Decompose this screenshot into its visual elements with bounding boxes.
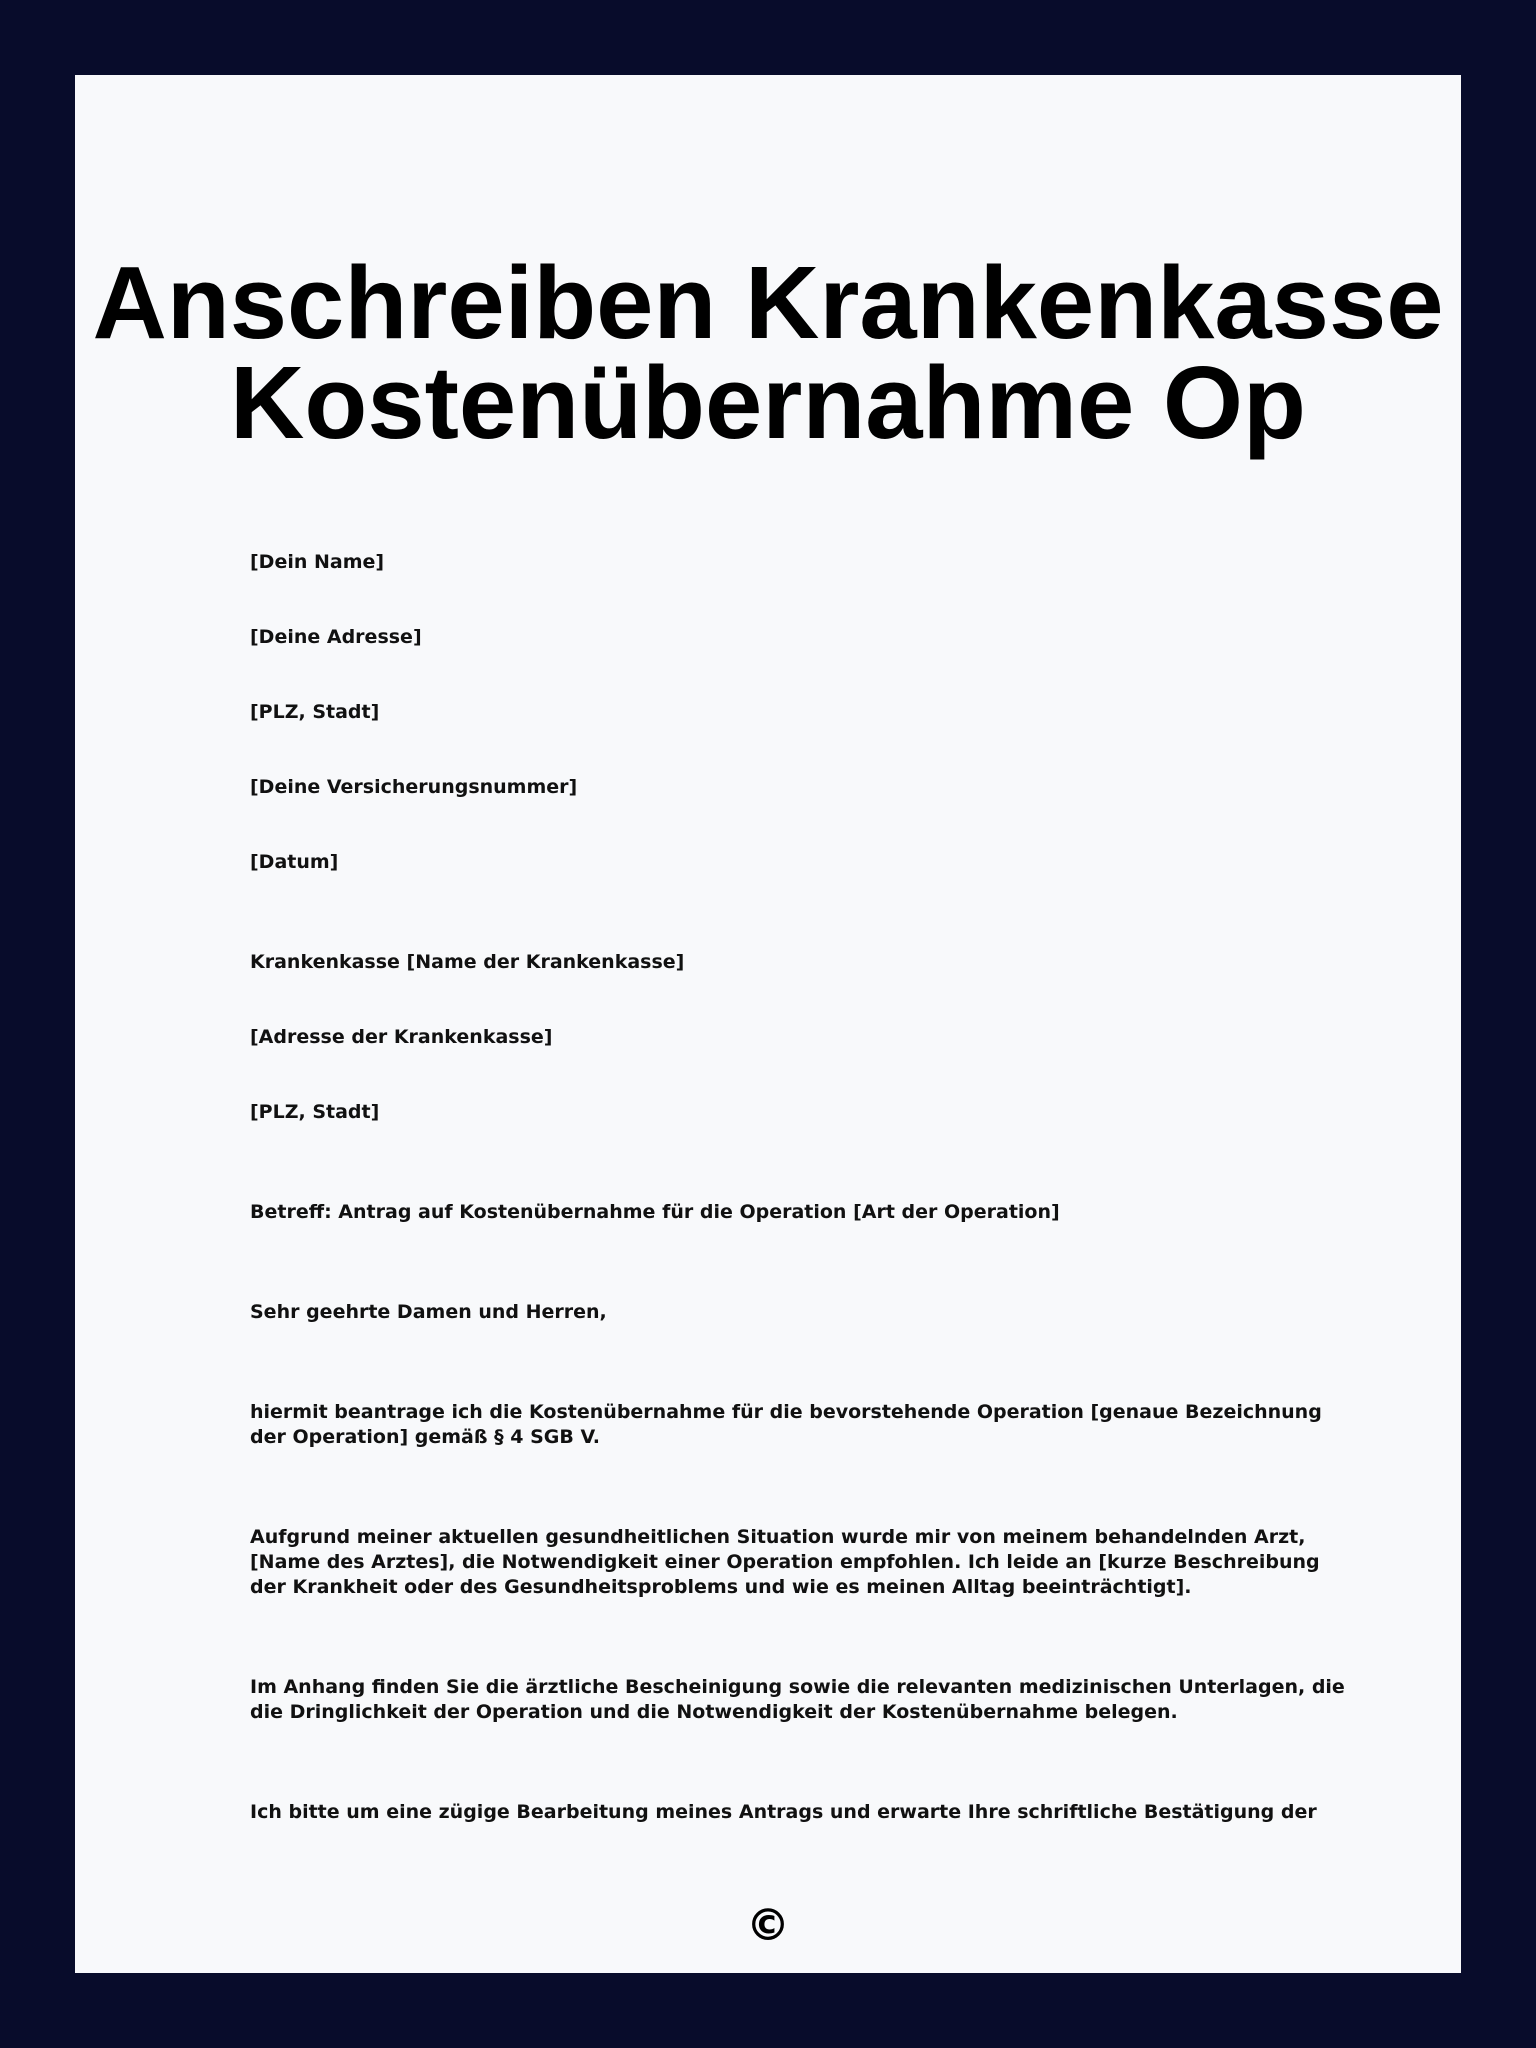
paragraph: Aufgrund meiner aktuellen gesundheitlichen Situation wurde mir von meinem behandelnden Arzt, [Name des Arztes], die Notwendigkeit einer Operation empfohlen. Ich leide an [kurze Beschreibung der Krankheit oder des Gesundheitsproblems und wie es meinen Alltag beeinträchtigt]. [250,1526,1320,1598]
sender-city: [PLZ, Stadt] [250,701,380,723]
salutation: Sehr geehrte Damen und Herren, [250,1301,607,1323]
document-title [75,245,1461,460]
recipient-name: Krankenkasse [Name der Krankenkasse] [250,951,685,973]
subject-line: Betreff: Antrag auf Kostenübernahme für die Operation [Art der Operation] [250,1201,1060,1223]
recipient-address: [Adresse der Krankenkasse] [250,1026,553,1048]
paragraph: hiermit beantrage ich die Kostenübernahme für die bevorstehende Operation [genaue Bezeichnung der Operation] gemäß § 4 SGB V. [250,1401,1322,1448]
title-line-1: Anschreiben Krankenkasse [92,245,1444,360]
document-page [75,75,1461,1973]
recipient-city: [PLZ, Stadt] [250,1101,380,1123]
copyright-icon: © [746,1900,790,1951]
sender-insurance-number: [Deine Versicherungsnummer] [250,776,578,798]
sender-name: [Dein Name] [250,551,385,573]
paragraph: Im Anhang finden Sie die ärztliche Bescheinigung sowie die relevanten medizinischen Unterlagen, die die Dringlichkeit der Operation und die Notwendigkeit der Kostenübernahme belegen. [250,1676,1345,1723]
sender-address: [Deine Adresse] [250,626,422,648]
letter-date: [Datum] [250,851,339,873]
title-line-2: Kostenübernahme Op [230,345,1306,460]
paragraph: Ich bitte um eine zügige Bearbeitung meines Antrags und erwarte Ihre schriftliche Bestätigung der [250,1801,1317,1823]
